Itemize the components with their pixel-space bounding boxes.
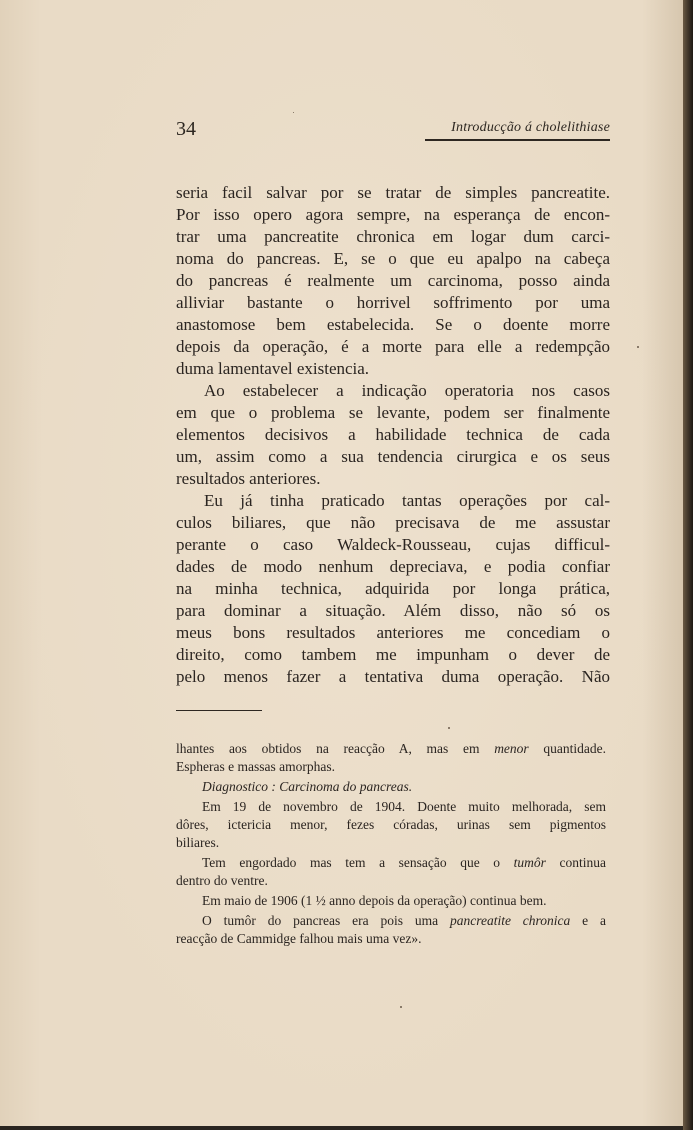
footnote-line: dentro do ventre. [176, 873, 268, 888]
footnote-line: Em 19 de novembro de 1904. Doente muito melhorada, sem [202, 799, 606, 814]
body-line: seria facil salvar por se tratar de simples pancreatite. [176, 183, 610, 202]
body-line: Por isso opero agora sempre, na esperança de encon- [176, 205, 610, 224]
body-line: perante o caso Waldeck-Rousseau, cujas difficul- [176, 535, 610, 554]
body-line: culos biliares, que não precisava de me assustar [176, 513, 610, 532]
footnote-emphasis: menor [494, 741, 529, 756]
footnote-diagnosis: Diagnostico : Carcinoma do pancreas. [202, 779, 413, 794]
footnote-line [176, 854, 606, 872]
paper-speck [293, 112, 294, 113]
footnote-line: Espheras e massas amorphas. [176, 759, 335, 774]
footnote-text: lhantes aos obtidos na reacção A, mas em [176, 741, 495, 756]
body-line: dades de modo nenhum depreciava, e podia confiar [176, 557, 610, 576]
footnote-line: Em maio de 1906 (1 ½ anno depois da operação) continua bem. [202, 893, 547, 908]
footnote-rule [176, 710, 262, 711]
footnote-text: continua [545, 855, 606, 870]
body-line: duma lamentavel existencia. [176, 359, 370, 378]
body-line: Ao estabelecer a indicação operatoria nos casos [204, 381, 610, 400]
body-line: alliviar bastante o horrivel soffrimento por uma [176, 293, 610, 312]
footnote-line [176, 912, 606, 930]
body-line: Eu já tinha praticado tantas operações por cal- [204, 491, 610, 510]
body-line: anastomose bem estabelecida. Se o doente morre [176, 315, 610, 334]
paper-speck [637, 346, 639, 348]
header-rule [425, 139, 610, 141]
footnote-text: Tem engordado mas tem a sensação que o [202, 855, 514, 870]
body-line: em que o problema se levante, podem ser finalmente [176, 403, 610, 422]
body-text [176, 182, 610, 688]
body-line: para dominar a situação. Além disso, não só os [176, 601, 610, 620]
body-line: do pancreas é realmente um carcinoma, posso ainda [176, 271, 610, 290]
footnotes [176, 740, 606, 948]
body-line: trar uma pancreatite chronica em logar dum carci- [176, 227, 610, 246]
body-line: um, assim como a sua tendencia cirurgica e os seus [176, 447, 610, 466]
footnote-emphasis: pancreatite chronica [449, 913, 571, 928]
body-line: noma do pancreas. E, se o que eu apalpo na cabeça [176, 249, 610, 268]
footnote-line: reacção de Cammidge falhou mais uma vez». [176, 931, 422, 946]
body-line: direito, como tambem me impunham o dever de [176, 645, 610, 664]
body-line: resultados anteriores. [176, 469, 321, 488]
footnote-emphasis: tumôr [513, 855, 546, 870]
page-number: 34 [176, 118, 196, 140]
body-line: meus bons resultados anteriores me concediam o [176, 623, 610, 642]
body-line: pelo menos fazer a tentativa duma operação. Não [176, 667, 610, 686]
footnote-line: biliares. [176, 835, 220, 850]
footnote-line: dôres, ictericia menor, fezes córadas, urinas sem pigmentos [176, 817, 606, 832]
page-edge [683, 0, 693, 1130]
running-title: Introducção á cholelithiase [451, 120, 610, 135]
paper-speck [448, 727, 450, 729]
body-line: depois da operação, é a morte para elle a redempção [176, 337, 610, 356]
footnote-line [176, 740, 606, 758]
body-line: elementos decisivos a habilidade technica de cada [176, 425, 610, 444]
body-line: na minha technica, adquirida por longa prática, [176, 579, 610, 598]
footnote-text: O tumôr do pancreas era pois uma [202, 913, 450, 928]
footnote-text: quantidade. [528, 741, 606, 756]
paper-speck [400, 1006, 402, 1008]
footnote-text: e a [570, 913, 606, 928]
